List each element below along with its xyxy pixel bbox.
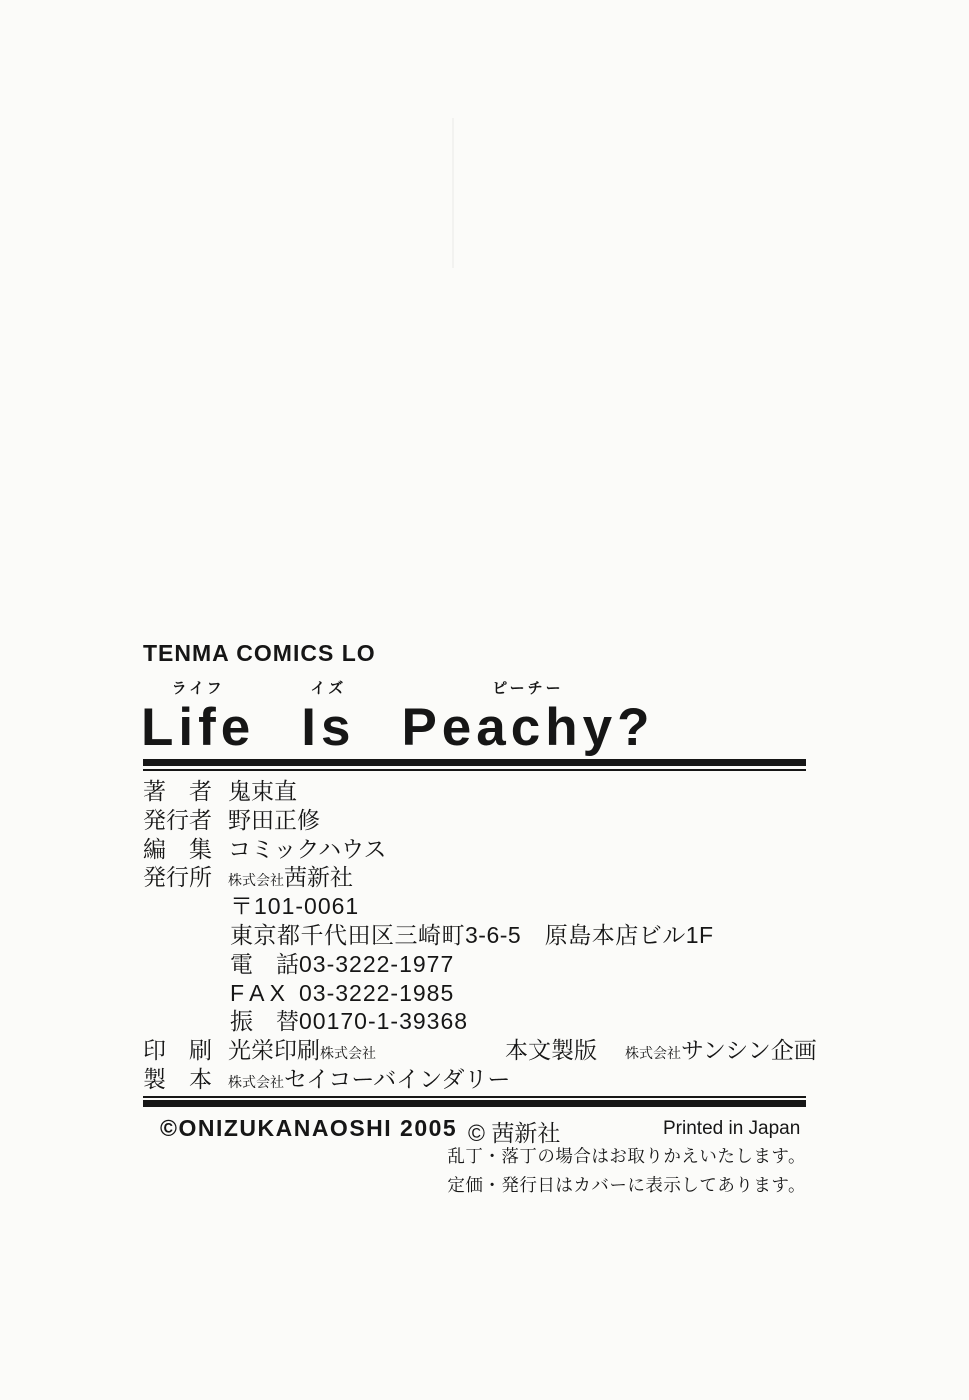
publisher-label: 発行者 bbox=[143, 806, 212, 833]
credit-row-office bbox=[143, 863, 806, 892]
transfer-number: 00170-1-39368 bbox=[299, 1008, 469, 1035]
title-word-is bbox=[301, 679, 355, 756]
address-row-fax bbox=[143, 979, 806, 1008]
title-divider-rule bbox=[143, 759, 806, 771]
title-text-is: Is bbox=[301, 698, 356, 757]
phone-label: 電 話 bbox=[230, 950, 299, 977]
plate-corp-prefix: 株式会社 bbox=[625, 1045, 681, 1062]
book-title bbox=[141, 679, 654, 756]
fax-number: 03-3222-1985 bbox=[299, 979, 455, 1006]
phone-number: 03-3222-1977 bbox=[299, 950, 455, 977]
printing-corp-suffix: 株式会社 bbox=[320, 1045, 376, 1062]
binding-company: セイコーバインダリー bbox=[284, 1065, 511, 1092]
editor-label: 編 集 bbox=[143, 835, 212, 862]
address-row-phone bbox=[143, 950, 806, 979]
title-ruby-peachy: ピーチー bbox=[492, 680, 564, 697]
title-word-peachy bbox=[401, 679, 654, 756]
fax-label: F A X bbox=[230, 979, 285, 1006]
author-label: 著 者 bbox=[143, 778, 212, 804]
price-notice: 定価・発行日はカバーに表示してあります。 bbox=[447, 1175, 806, 1195]
title-ruby-life: ライフ bbox=[171, 680, 225, 697]
printing-label: 印 刷 bbox=[143, 1037, 212, 1064]
binding-label: 製 本 bbox=[143, 1065, 212, 1092]
address-row-postal bbox=[143, 892, 806, 921]
plate-label: 本文製版 bbox=[505, 1037, 597, 1064]
title-rule-thin bbox=[143, 769, 806, 771]
credit-row-printing bbox=[143, 1036, 817, 1065]
office-corp-prefix: 株式会社 bbox=[228, 872, 284, 889]
publisher-copyright: © 茜新社 bbox=[468, 1120, 561, 1146]
printed-in-japan-label: Printed in Japan bbox=[663, 1118, 801, 1139]
postal-code: 〒101-0061 bbox=[230, 893, 360, 920]
transfer-label: 振 替 bbox=[230, 1008, 299, 1035]
footer-rule-thick bbox=[143, 1100, 806, 1107]
plate-credit-group bbox=[505, 1036, 817, 1068]
title-rule-thick bbox=[143, 759, 806, 766]
footer-notices bbox=[143, 1142, 806, 1200]
address-row-street bbox=[143, 921, 806, 950]
scan-crease-artifact bbox=[452, 118, 454, 268]
misprint-notice: 乱丁・落丁の場合はお取りかえいたします。 bbox=[447, 1146, 806, 1166]
address-row-transfer bbox=[143, 1007, 806, 1036]
credit-row-binding bbox=[143, 1065, 806, 1094]
street-address: 東京都千代田区三崎町3-6-5 原島本店ビル1F bbox=[230, 921, 714, 948]
office-label: 発行所 bbox=[143, 864, 212, 891]
printing-company: 光栄印刷 bbox=[228, 1037, 320, 1064]
copyright-line bbox=[0, 1115, 969, 1146]
footer-divider-rule bbox=[143, 1096, 806, 1107]
credit-row-publisher bbox=[143, 806, 806, 835]
credit-row-editor bbox=[143, 835, 806, 864]
plate-company: サンシン企画 bbox=[681, 1037, 817, 1064]
editor-name: コミックハウス bbox=[228, 835, 387, 862]
title-ruby-is: イズ bbox=[310, 680, 347, 697]
title-word-life bbox=[141, 679, 255, 756]
imprint-label: TENMA COMICS LO bbox=[143, 640, 376, 666]
credit-row-author bbox=[143, 777, 806, 806]
credits-block bbox=[143, 777, 817, 1094]
publisher-name: 野田正修 bbox=[228, 806, 320, 833]
author-name: 鬼束直 bbox=[228, 778, 297, 804]
binding-corp-prefix: 株式会社 bbox=[228, 1073, 284, 1090]
office-name: 茜新社 bbox=[284, 864, 353, 891]
author-copyright: ©ONIZUKANAOSHI 2005 bbox=[160, 1115, 458, 1141]
title-text-peachy: Peachy? bbox=[401, 698, 655, 757]
title-text-life: Life bbox=[141, 698, 256, 757]
